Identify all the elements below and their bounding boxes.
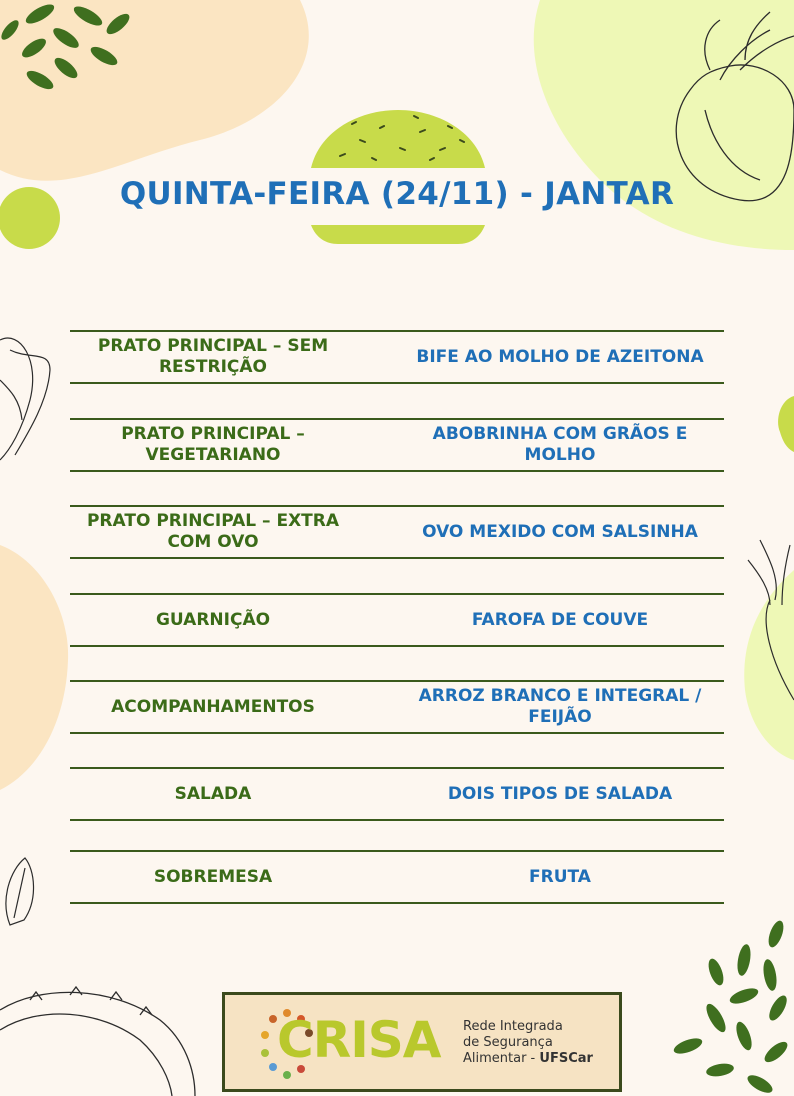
menu-item-value: DOIS TIPOS DE SALADA	[447, 783, 673, 804]
menu-item-label: PRATO PRINCIPAL – VEGETARIANO	[121, 424, 305, 465]
menu-row	[70, 593, 724, 647]
menu-item-value: ABOBRINHA COM GRÃOS E MOLHO	[432, 424, 688, 465]
menu-row	[70, 680, 724, 734]
crisa-logo-box	[222, 992, 622, 1092]
menu-item-label: GUARNIÇÃO	[155, 609, 271, 630]
row-divider	[70, 732, 724, 734]
menu-item-label: ACOMPANHAMENTOS	[111, 696, 315, 717]
menu-item-value: FAROFA DE COUVE	[471, 609, 649, 630]
row-divider	[70, 819, 724, 821]
menu-item-label: PRATO PRINCIPAL – SEM RESTRIÇÃO	[97, 336, 329, 377]
menu-item-value: OVO MEXIDO COM SALSINHA	[422, 521, 698, 542]
menu-item-label: SOBREMESA	[153, 866, 273, 887]
bun-top	[311, 110, 485, 168]
row-divider	[70, 645, 724, 647]
menu-item-value: FRUTA	[529, 866, 591, 887]
menu-item-value: BIFE AO MOLHO DE AZEITONA	[416, 346, 704, 367]
crisa-logo-text: CRISA	[277, 1011, 441, 1069]
lime-circle-right	[778, 396, 794, 452]
menu-row	[70, 505, 724, 559]
lime-blob-top-right	[534, 0, 794, 250]
menu-row	[70, 850, 724, 904]
menu-row	[70, 767, 724, 821]
menu-item-label: SALADA	[174, 783, 252, 804]
tagline-line: de Segurança	[463, 1035, 553, 1050]
tagline-line-3	[463, 1051, 593, 1067]
menu-item-value: ARROZ BRANCO E INTEGRAL / FEIJÃO	[418, 686, 702, 727]
tagline-text: Alimentar -	[463, 1051, 540, 1066]
taco-icon	[0, 987, 195, 1096]
menu-row	[70, 418, 724, 472]
peach-blob-left	[0, 545, 68, 790]
crisa-tagline	[463, 1019, 593, 1067]
menu-item-label: PRATO PRINCIPAL – EXTRA COM OVO	[86, 511, 340, 552]
leaf-cluster-bottom-icon	[672, 919, 791, 1096]
small-leaf-icon	[6, 858, 34, 925]
tagline-ufscar: UFSCar	[539, 1051, 593, 1066]
peach-blob-top-left	[0, 0, 309, 181]
bun-bottom	[311, 225, 485, 244]
tagline-line: Rede Integrada	[463, 1019, 563, 1034]
row-divider	[70, 557, 724, 559]
row-divider	[70, 470, 724, 472]
menu-row	[70, 330, 724, 384]
row-divider	[70, 382, 724, 384]
row-divider	[70, 902, 724, 904]
page-title: QUINTA-FEIRA (24/11) - JANTAR	[119, 176, 675, 212]
lettuce-icon	[0, 338, 50, 460]
